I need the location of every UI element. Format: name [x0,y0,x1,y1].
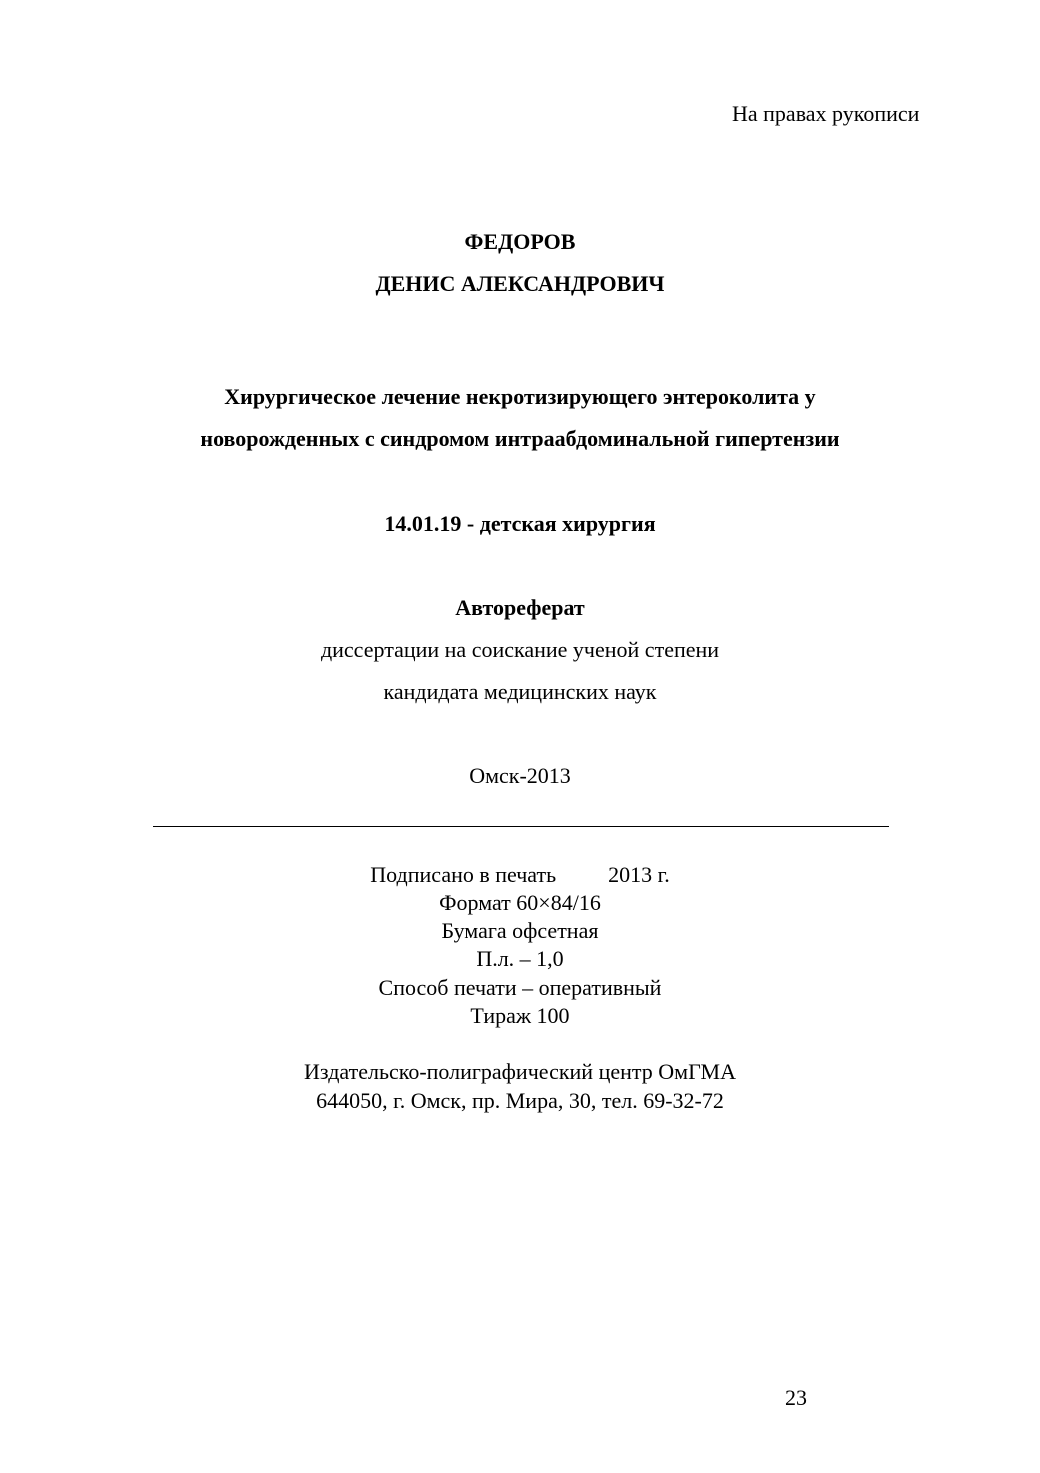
abstract-line-1: диссертации на соискание ученой степени [320,637,720,662]
manuscript-note: На правах рукописи [732,101,920,126]
imprint-print-method: Способ печати – оперативный [378,975,662,1000]
imprint-format: Формат 60×84/16 [439,890,601,915]
imprint-sheets: П.л. – 1,0 [476,946,564,971]
imprint-circulation: Тираж 100 [470,1003,570,1028]
imprint-signed-label: Подписано в печать [370,862,557,887]
title-line-2: новорожденных с синдромом интраабдоминальной гипертензии [200,426,840,451]
abstract-line-2: кандидата медицинских наук [383,679,657,704]
title-line-1: Хирургическое лечение некротизирующего энтероколита у [224,384,816,409]
imprint-signed-line [0,862,1040,888]
author-surname: ФЕДОРОВ [464,229,576,254]
place-year: Омск-2013 [469,763,571,788]
separator-line [153,826,889,827]
publisher-name: Издательско-полиграфический центр ОмГМА [304,1059,736,1084]
author-given-names: ДЕНИС АЛЕКСАНДРОВИЧ [375,271,665,296]
imprint-signed-year: 2013 г. [608,862,670,887]
imprint-paper: Бумага офсетная [441,918,599,943]
page-number: 23 [785,1385,807,1410]
specialty: 14.01.19 - детская хирургия [384,511,656,536]
publisher-address: 644050, г. Омск, пр. Мира, 30, тел. 69-32-72 [316,1088,724,1113]
abstract-heading: Автореферат [455,595,585,620]
